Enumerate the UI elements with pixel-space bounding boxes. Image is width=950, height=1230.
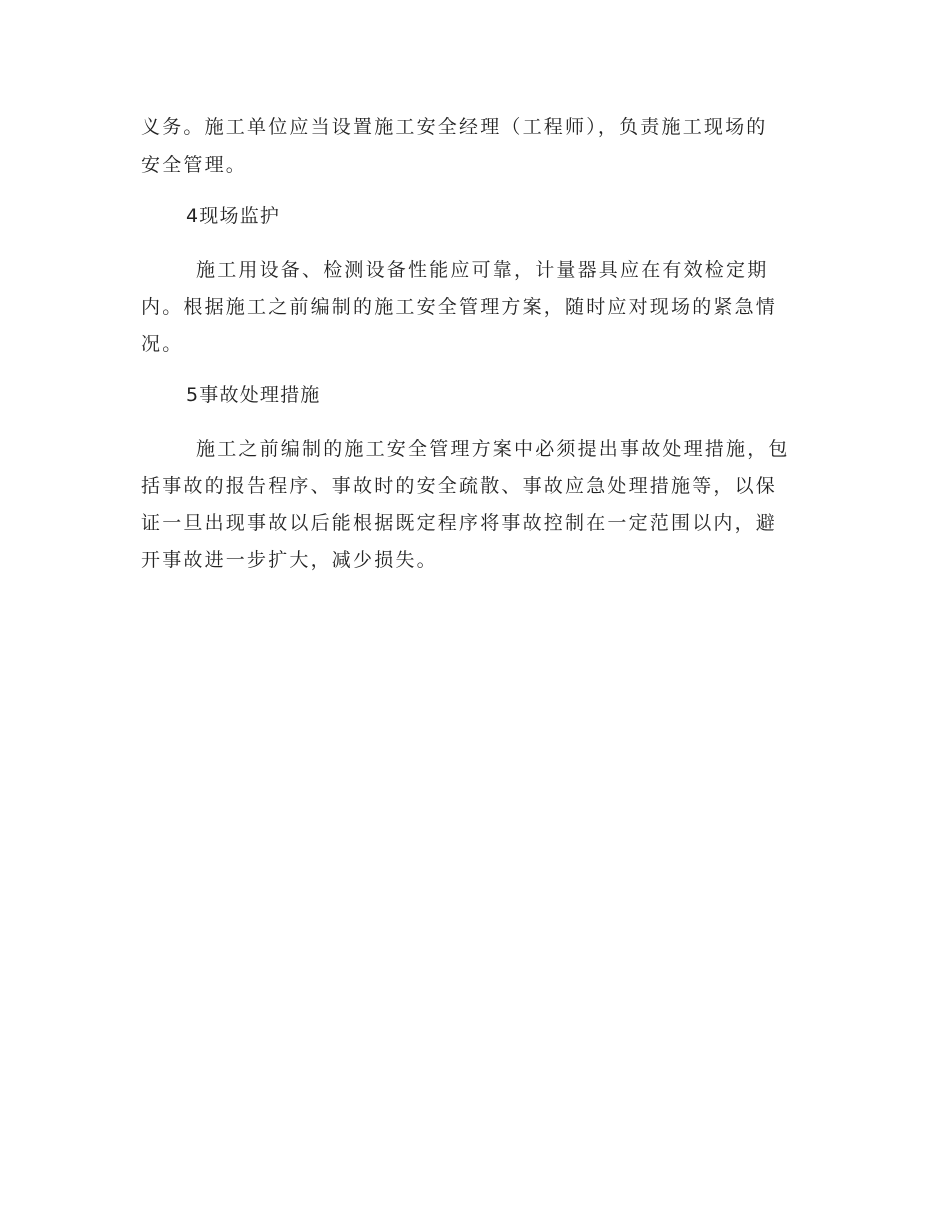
- paragraph-line: 施工用设备、检测设备性能应可靠，计量器具应在有效检定期: [196, 259, 769, 281]
- paragraph-line: 内。根据施工之前编制的施工安全管理方案，随时应对现场的紧急情: [141, 296, 778, 318]
- paragraph-line: 施工之前编制的施工安全管理方案中必须提出事故处理措施，包: [196, 438, 790, 460]
- section-heading-5: 5事故处理措施: [186, 384, 321, 406]
- paragraph-line: 况。: [141, 333, 184, 355]
- section-heading-4: 4现场监护: [186, 205, 281, 227]
- paragraph-line: 括事故的报告程序、事故时的安全疏散、事故应急处理措施等，以保: [141, 475, 778, 497]
- paragraph-line: 义务。施工单位应当设置施工安全经理（工程师），负责施工现场的: [141, 116, 768, 138]
- paragraph-line: 证一旦出现事故以后能根据既定程序将事故控制在一定范围以内，避: [141, 512, 778, 534]
- paragraph-line: 安全管理。: [141, 154, 248, 176]
- paragraph-line: 开事故进一步扩大，减少损失。: [141, 549, 438, 571]
